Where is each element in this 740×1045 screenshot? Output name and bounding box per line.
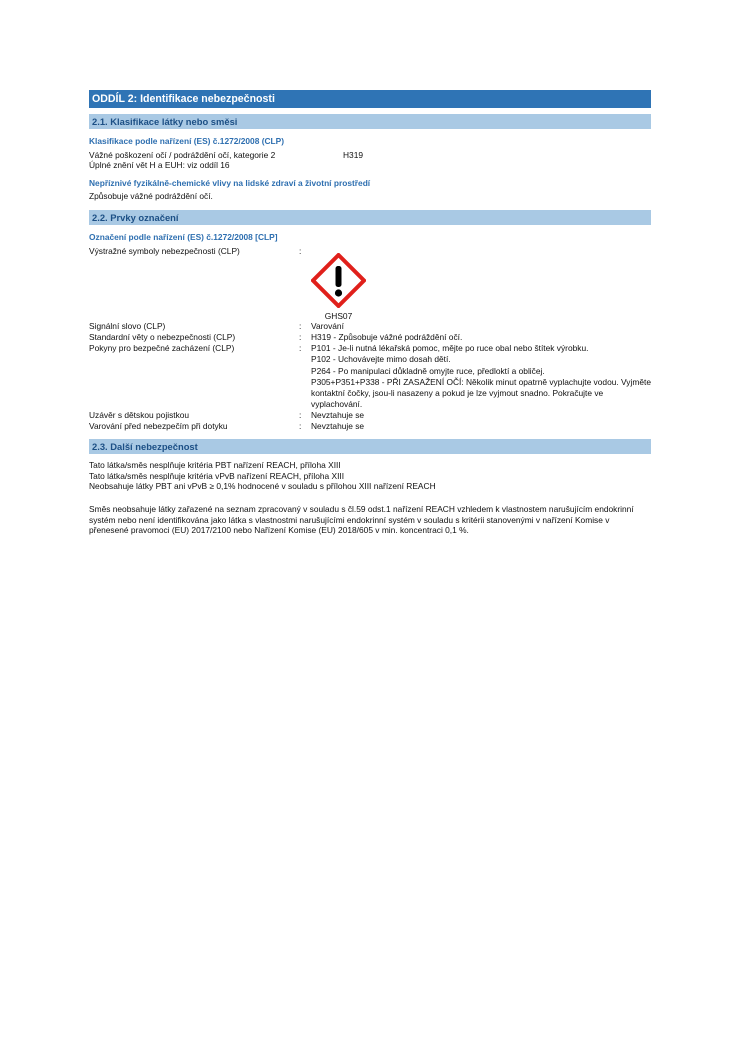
adverse-effects-text: Způsobuje vážné podráždění očí. — [89, 191, 213, 202]
tactile-warning-row — [89, 421, 651, 432]
pbt-line: Tato látka/směs nesplňuje kritéria PBT nařízení REACH, příloha XIII — [89, 460, 341, 471]
pictograms-label: Výstražné symboly nebezpečnosti (CLP) — [89, 245, 240, 256]
subsection-2-3-title: 2.3. Další nebezpečnost — [89, 439, 651, 454]
colon: : — [299, 321, 302, 332]
child-closure-row — [89, 410, 651, 421]
endocrine-paragraph: Směs neobsahuje látky zařazené na seznam zpracovaný v souladu s čl.59 odst.1 nařízení REACH vzhledem k vlastnostem narušujícím endokrinní systém nebo není identifikována jako látka s vlastnostmi narušujícími endokrinní systém v souladu s kritérii stanovenými v nařízení Komise v přenesené pravomoci (EU) 2017/2100 nebo Nařízení Komise (EU) 2018/605 v min. koncentraci 0,1 %. — [89, 504, 634, 536]
child-closure-value: Nevztahuje se — [311, 410, 365, 421]
tactile-warning-value: Nevztahuje se — [311, 420, 365, 431]
tactile-warning-label: Varování před nebezpečím při dotyku — [89, 420, 228, 431]
subsection-2-2-title: 2.2. Prvky označení — [89, 210, 651, 225]
precaution-p102: P102 - Uchovávejte mimo dosah dětí. — [311, 354, 451, 365]
precautionary-statements-label: Pokyny pro bezpečné zacházení (CLP) — [89, 342, 235, 353]
signal-word-value: Varování — [311, 321, 344, 332]
classification-code: H319 — [343, 149, 364, 160]
full-text-reference: Úplné znění vět H a EUH: viz oddíl 16 — [89, 160, 230, 171]
section-title-bar: ODDÍL 2: Identifikace nebezpečnosti — [89, 90, 651, 108]
exclamation-mark-hazard-icon — [311, 253, 366, 308]
colon: : — [299, 420, 302, 431]
clp-classification-heading: Klasifikace podle nařízení (ES) č.1272/2008 (CLP) — [89, 136, 285, 146]
adverse-effects-heading: Nepříznivé fyzikálně-chemické vlivy na lidské zdraví a životní prostředí — [89, 177, 371, 188]
colon: : — [299, 245, 302, 256]
precautionary-statements-row — [89, 343, 651, 411]
hazard-statements-value: H319 - Způsobuje vážné podráždění očí. — [311, 331, 463, 342]
subsection-2-1-title: 2.1. Klasifikace látky nebo směsi — [89, 114, 651, 129]
classification-text: Vážné poškození očí / podráždění očí, kategorie 2 — [89, 149, 276, 160]
colon: : — [299, 331, 302, 342]
pictogram-code: GHS07 — [324, 310, 353, 321]
label-elements-heading: Označení podle nařízení (ES) č.1272/2008 [CLP] — [89, 231, 278, 242]
child-closure-label: Uzávěr s dětskou pojistkou — [89, 410, 190, 421]
hazard-statements-label: Standardní věty o nebezpečnosti (CLP) — [89, 331, 236, 342]
hazard-statements-row — [89, 332, 651, 343]
sds-section-2 — [89, 90, 651, 536]
colon: : — [299, 342, 302, 353]
signal-word-row — [89, 321, 651, 332]
pictograms-row — [89, 246, 651, 257]
pbt-vpvb-line: Neobsahuje látky PBT ani vPvB ≥ 0,1% hodnocené v souladu s přílohou XIII nařízení REACH — [89, 481, 436, 492]
signal-word-label: Signální slovo (CLP) — [89, 321, 166, 332]
precaution-p101: P101 - Je-li nutná lékařská pomoc, mějte po ruce obal nebo štítek výrobku. — [311, 342, 589, 353]
precaution-p305: P305+P351+P338 - PŘI ZASAŽENÍ OČÍ: Několik minut opatrně vyplachujte vodou. Vyjměte kontaktní čočky, jsou-li nasazeny a pokud je lze vyjmout snadno. Pokračujte ve vyplachování. — [311, 377, 651, 409]
precaution-p264: P264 - Po manipulaci důkladně omyjte ruce, předloktí a obličej. — [311, 365, 545, 376]
colon: : — [299, 410, 302, 421]
ghs07-pictogram — [311, 253, 366, 321]
vpvb-line: Tato látka/směs nesplňuje kritéria vPvB nařízení REACH, příloha XIII — [89, 470, 345, 481]
classification-row — [89, 150, 651, 161]
